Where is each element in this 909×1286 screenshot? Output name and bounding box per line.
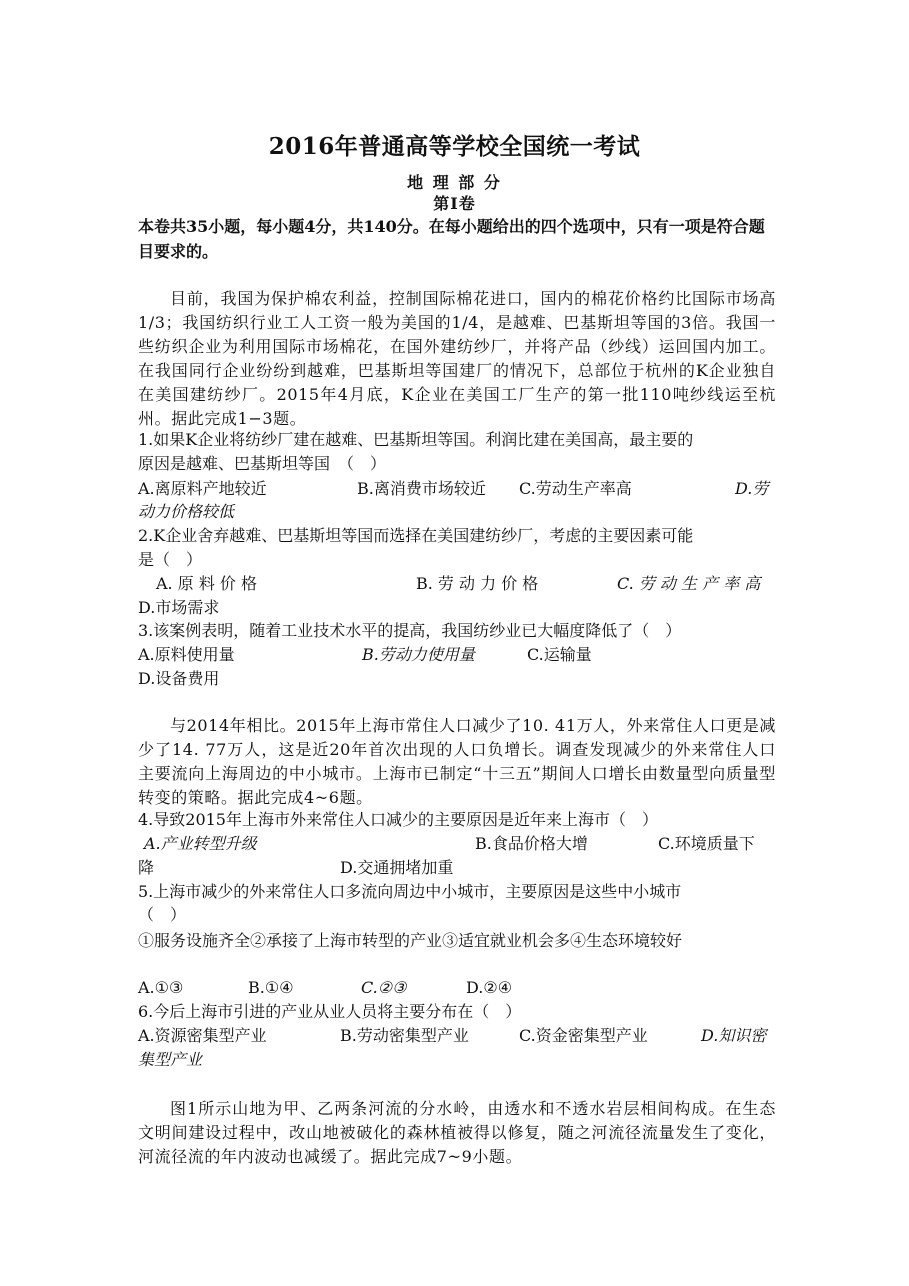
passage-3: 图1所示山地为甲、乙两条河流的分水岭，由透水和不透水岩层相间构成。在生态文明间建设过程中，改山地被破化的森林植被得以修复，随之河流径流量发生了变化，河流径流的年内波动也减缓了。据此完成7~9小题。	[138, 1099, 776, 1166]
q4-option-c-continued: 降	[138, 858, 155, 877]
q1-option-b: B.离消费市场较近	[357, 479, 486, 498]
q5-stem-line1: 5.上海市减少的外来常住人口多流向周边中小城市，主要原因是这些中小城市	[138, 882, 682, 901]
q6-option-a: A.资源密集型产业	[138, 1026, 267, 1045]
q5-option-d: D.②④	[466, 978, 513, 997]
passage-1: 目前，我国为保护棉农利益，控制国际棉花进口，国内的棉花价格约比国际市场高1/3；我国纺织行业工人工资一般为美国的1/4，是越难、巴基斯坦等国的3倍。我国一些纺织企业为利用国际市场棉花，在国外建纺纱厂，并将产品（纱线）运回国内加工。在我国同行企业纷纷到越难，巴基斯坦等国建厂的情况下，总部位于杭州的K企业独自在美国建纺纱厂。2015年4月底，K企业在美国工厂生产的第一批110吨纱线运至杭州。据此完成1−3题。	[138, 289, 776, 428]
q1-option-d: D.劳	[735, 479, 769, 498]
q6-stem: 6.今后上海市引进的产业从业人员将主要分布在（ ）	[138, 1002, 522, 1021]
q5-option-b: B.①④	[248, 978, 294, 997]
q5-statements: ①服务设施齐全②承接了上海市转型的产业③适宜就业机会多④生态环境较好	[138, 931, 683, 950]
q3-option-a: A.原料使用量	[138, 645, 235, 664]
q4-option-a: A.产业转型升级	[144, 834, 257, 853]
instructions: 本卷共35小题，每小题4分，共140分。在每小题给出的四个选项中，只有一项是符合题目要求的。	[138, 217, 765, 261]
q1-option-a: A.离原料产地较近	[138, 479, 267, 498]
q6-option-c: C.资金密集型产业	[519, 1026, 648, 1045]
q1-option-d-continued: 动力价格较低	[138, 502, 235, 521]
volume-heading: 第Ⅰ卷	[433, 194, 476, 213]
q4-stem: 4.导致2015年上海市外来常住人口减少的主要原因是近年来上海市（ ）	[138, 810, 658, 829]
q1-stem-line1: 1.如果K企业将纺纱厂建在越难、巴基斯坦等国。利润比建在美国高，最主要的	[138, 430, 694, 449]
q1-option-c: C.劳动生产率高	[519, 479, 632, 498]
q1-stem-line2: 原因是越难、巴基斯坦等国 （ ）	[138, 454, 387, 473]
q2-option-b: B. 劳 动 力 价 格	[416, 574, 539, 593]
q6-option-b: B.劳动密集型产业	[340, 1026, 469, 1045]
subject-heading: 地 理 部 分	[407, 173, 502, 192]
q2-option-d: D.市场需求	[138, 598, 220, 617]
q4-option-d: D.交通拥堵加重	[340, 858, 454, 877]
q6-option-d-continued: 集型产业	[138, 1050, 203, 1069]
q3-option-d: D.设备费用	[138, 669, 220, 688]
q6-option-d: D.知识密	[701, 1026, 767, 1045]
q2-stem-line1: 2.K企业舍弃越难、巴基斯坦等国而选择在美国建纺纱厂，考虑的主要因素可能	[138, 526, 694, 545]
q2-option-c: C. 劳 动 生 产 率 高	[617, 574, 761, 593]
q3-stem: 3.该案例表明，随着工业技术水平的提高，我国纺纱业已大幅度降低了（ ）	[138, 621, 682, 640]
q4-option-c: C.环境质量下	[658, 834, 755, 853]
exam-title: 2016年普通高等学校全国统一考试	[268, 133, 641, 160]
q5-option-c: C.②③	[361, 978, 407, 997]
passage-2: 与2014年相比。2015年上海市常住人口减少了10. 41万人，外来常住人口更是减少了14. 77万人，这是近20年首次出现的人口负增长。调查发现减少的外来常住人口主要流向上海周边的中小城市。上海市已制定“十三五”期间人口增长由数量型向质量型转变的策略。据此完成4~6题。	[138, 716, 776, 807]
q3-option-b: B.劳动力使用量	[362, 645, 475, 664]
q4-option-b: B.食品价格大增	[475, 834, 588, 853]
q5-option-a: A.①③	[138, 978, 184, 997]
q5-stem-line2: （ ）	[138, 905, 187, 924]
q2-stem-line2: 是（ ）	[138, 550, 203, 569]
q3-option-c: C.运输量	[527, 645, 592, 664]
q2-option-a: A. 原 料 价 格	[156, 574, 257, 593]
